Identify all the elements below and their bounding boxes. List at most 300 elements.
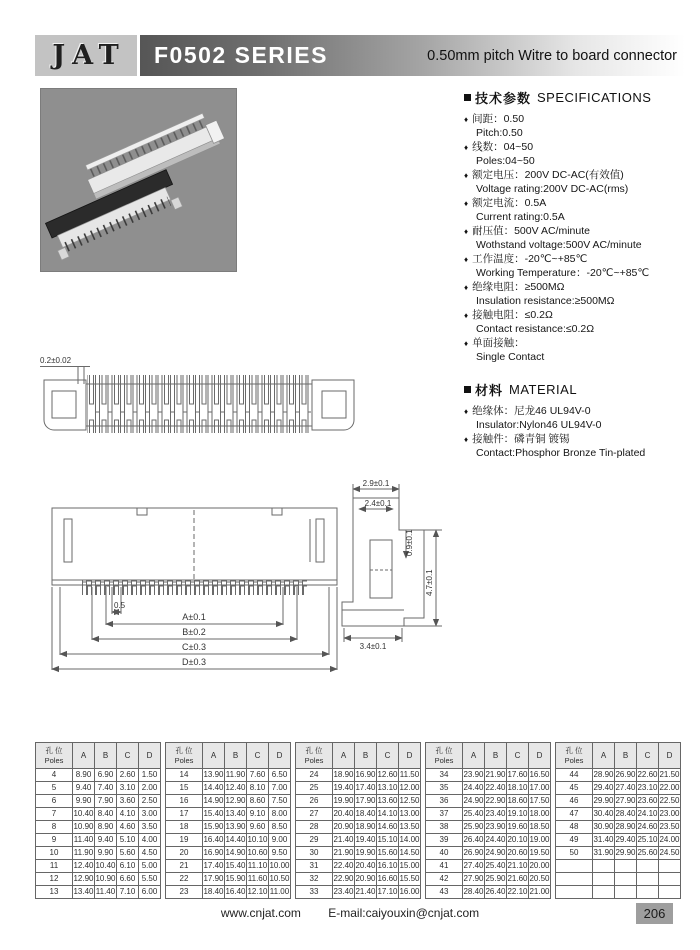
dim-label-side-height: 4.7±0.1 (425, 569, 434, 596)
dim-cell: 23.40 (485, 808, 507, 821)
spec-item (464, 197, 692, 224)
dim-cell: 20.40 (355, 860, 377, 873)
dim-cell (659, 860, 681, 873)
square-bullet-icon (464, 94, 471, 101)
dim-cell: 11.90 (73, 847, 95, 860)
table-row (166, 834, 291, 847)
dim-cell (593, 886, 615, 899)
poles-cell: 4 (36, 769, 73, 782)
dim-cell: 18.10 (507, 782, 529, 795)
poles-cell: 20 (166, 847, 203, 860)
dim-cell: 10.40 (73, 808, 95, 821)
dim-cell: 27.40 (615, 782, 637, 795)
poles-cell: 39 (426, 834, 463, 847)
dim-cell: 5.50 (139, 873, 161, 886)
dim-cell: 16.10 (377, 860, 399, 873)
dim-cell (593, 860, 615, 873)
table-row (166, 847, 291, 860)
dim-cell: 15.40 (225, 860, 247, 873)
dim-cell: 18.60 (507, 795, 529, 808)
dim-cell: 27.90 (615, 795, 637, 808)
poles-cell: 43 (426, 886, 463, 899)
dim-cell: 25.10 (637, 834, 659, 847)
table-row (166, 821, 291, 834)
diamond-bullet-icon: ♦ (464, 407, 469, 416)
dim-cell: 17.10 (377, 886, 399, 899)
dim-cell (615, 860, 637, 873)
table-row (296, 860, 421, 873)
dim-cell: 4.10 (117, 808, 139, 821)
dim-cell: 17.90 (355, 795, 377, 808)
dim-cell: 21.60 (507, 873, 529, 886)
spec-item (464, 405, 692, 432)
dim-cell: 27.40 (463, 860, 485, 873)
material-list (464, 405, 692, 460)
dim-cell: 14.50 (399, 847, 421, 860)
spec-text-en: Insulator:Nylon46 UL94V-0 (476, 418, 602, 431)
table-row (36, 860, 161, 873)
spec-text-cn: 接触电阻：≤0.2Ω (472, 309, 553, 321)
dim-cell (615, 873, 637, 886)
dim-cell: 24.50 (659, 847, 681, 860)
poles-cell (556, 886, 593, 899)
material-title: 材料 MATERIAL (464, 380, 692, 399)
table-row (556, 847, 681, 860)
spec-text-en: Contact resistance:≤0.2Ω (476, 322, 595, 335)
table-row (556, 782, 681, 795)
dim-cell (637, 873, 659, 886)
dim-cell: 27.90 (463, 873, 485, 886)
spec-text-en: Poles:04~50 (476, 154, 535, 167)
dim-cell (615, 886, 637, 899)
dim-cell: 22.90 (485, 795, 507, 808)
poles-cell: 28 (296, 821, 333, 834)
dim-cell: 20.00 (529, 860, 551, 873)
dim-cell: 8.50 (269, 821, 291, 834)
dim-cell: 17.90 (203, 873, 225, 886)
dim-cell: 21.50 (659, 769, 681, 782)
table-row (426, 860, 551, 873)
spec-item (464, 169, 692, 196)
table-row (556, 886, 681, 899)
diamond-bullet-icon: ♦ (464, 115, 469, 124)
dim-cell: 14.60 (377, 821, 399, 834)
dim-cell: 24.60 (637, 821, 659, 834)
dim-cell: 18.90 (355, 821, 377, 834)
poles-cell: 23 (166, 886, 203, 899)
dim-cell: 10.60 (247, 847, 269, 860)
poles-cell: 50 (556, 847, 593, 860)
dim-cell: 9.40 (73, 782, 95, 795)
poles-cell: 21 (166, 860, 203, 873)
spec-item (464, 281, 692, 308)
dim-cell: 16.60 (377, 873, 399, 886)
spec-text-cn: 间距：0.50 (472, 113, 525, 125)
dim-cell: 19.90 (355, 847, 377, 860)
table-row (426, 795, 551, 808)
dim-label-side-top: 2.9±0.1 (362, 479, 390, 488)
poles-cell: 7 (36, 808, 73, 821)
dim-cell: 22.40 (485, 782, 507, 795)
table-row (36, 795, 161, 808)
poles-cell: 37 (426, 808, 463, 821)
table-row (36, 769, 161, 782)
diamond-bullet-icon: ♦ (464, 199, 469, 208)
dim-cell: 28.90 (615, 821, 637, 834)
dim-cell: 20.10 (507, 834, 529, 847)
poles-table-group-2: 孔 位 Poles A B C D 14 13.90 11.90 7.60 6.50 15 14.40 12.40 8.10 7.00 16 14.90 12.90 8.60 7.50 17 15.40 13.40 9.10 8.00 18 15.90 13.90 9.60 8.50 19 16.40 14.40 10.10 9.00 20 16.90 14.90 10.60 9.50 21 17.40 15.40 11.10 10.00 22 17.90 15.90 11.60 10.50 23 18.40 16.40 12.10 11.00 (165, 742, 291, 899)
dim-cell: 19.60 (507, 821, 529, 834)
dim-cell: 6.60 (117, 873, 139, 886)
spec-text-en: Voltage rating:200V DC-AC(rms) (476, 182, 629, 195)
table-row (426, 808, 551, 821)
dim-cell: 29.40 (593, 782, 615, 795)
poles-cell: 44 (556, 769, 593, 782)
dim-cell: 22.50 (659, 795, 681, 808)
dim-cell: 12.90 (225, 795, 247, 808)
table-row (166, 808, 291, 821)
dim-cell: 21.90 (333, 847, 355, 860)
spec-text-cn: 耐压值：500V AC/minute (472, 225, 590, 237)
poles-table-group-1: 孔 位 Poles A B C D 4 8.90 6.90 2.60 1.50 5 9.40 7.40 3.10 2.00 6 9.90 7.90 3.60 2.50 7 10.40 8.40 4.10 3.00 8 10.90 8.90 4.60 3.50 9 11.40 9.40 5.10 4.00 10 11.90 9.90 5.60 4.50 11 12.40 10.40 6.10 5.00 12 12.90 10.90 6.60 5.50 13 13.40 11.40 7.10 6.00 (35, 742, 161, 899)
spec-item (464, 225, 692, 252)
spec-text-en: Pitch:0.50 (476, 126, 523, 139)
table-row (296, 886, 421, 899)
dim-cell: 24.90 (485, 847, 507, 860)
poles-cell: 16 (166, 795, 203, 808)
table-row (296, 782, 421, 795)
dim-cell: 11.00 (269, 886, 291, 899)
table-row (166, 860, 291, 873)
dim-cell: 11.10 (247, 860, 269, 873)
specifications-list (464, 113, 692, 364)
dim-cell: 10.90 (95, 873, 117, 886)
dim-cell: 5.60 (117, 847, 139, 860)
product-photo (40, 88, 237, 272)
series-title: F0502 SERIES (154, 42, 328, 68)
spec-text-en: Working Temperature：-20℃~+85℃ (476, 266, 650, 279)
series-subtitle: 0.50mm pitch Witre to board connector (427, 47, 677, 64)
dim-cell: 3.00 (139, 808, 161, 821)
dim-cell: 23.90 (463, 769, 485, 782)
poles-cell: 34 (426, 769, 463, 782)
dim-cell: 28.40 (463, 886, 485, 899)
spec-item (464, 141, 692, 168)
poles-cell: 6 (36, 795, 73, 808)
dim-cell: 14.90 (203, 795, 225, 808)
dim-cell: 15.60 (377, 847, 399, 860)
table-row (36, 808, 161, 821)
dim-label-side-inner: 2.4±0.1 (364, 499, 392, 508)
dim-cell: 21.40 (333, 834, 355, 847)
dim-cell: 3.60 (117, 795, 139, 808)
jat-logo-text: JAT (52, 40, 126, 71)
dim-cell: 10.10 (247, 834, 269, 847)
poles-cell: 48 (556, 821, 593, 834)
spec-text-cn: 绝缘体：尼龙46 UL94V-0 (472, 405, 591, 417)
dim-cell: 10.90 (73, 821, 95, 834)
dim-cell: 14.40 (225, 834, 247, 847)
dim-cell: 4.60 (117, 821, 139, 834)
table-row (556, 873, 681, 886)
dim-cell: 13.40 (225, 808, 247, 821)
dim-cell: 15.10 (377, 834, 399, 847)
dim-cell: 18.40 (203, 886, 225, 899)
dim-label-side-bottom: 3.4±0.1 (359, 642, 387, 650)
dim-cell: 25.60 (637, 847, 659, 860)
dim-cell: 15.90 (203, 821, 225, 834)
specs-column (464, 88, 692, 461)
table-row (36, 821, 161, 834)
dim-cell: 22.40 (333, 860, 355, 873)
dim-cell: 3.50 (139, 821, 161, 834)
table-row (36, 834, 161, 847)
dim-cell: 7.10 (117, 886, 139, 899)
poles-cell (556, 860, 593, 873)
poles-cell: 45 (556, 782, 593, 795)
dim-label-side-h-inner: 0.9±0.1 (405, 529, 414, 556)
dim-cell: 28.40 (615, 808, 637, 821)
dim-cell (593, 873, 615, 886)
table-row (296, 795, 421, 808)
dim-cell: 2.50 (139, 795, 161, 808)
dim-cell: 8.90 (73, 769, 95, 782)
dim-cell: 24.10 (637, 808, 659, 821)
dim-label-d: D±0.3 (182, 657, 206, 667)
dim-cell: 13.10 (377, 782, 399, 795)
dim-cell: 22.00 (659, 782, 681, 795)
dim-cell: 17.40 (203, 860, 225, 873)
dim-cell: 12.00 (399, 782, 421, 795)
dim-cell: 17.00 (529, 782, 551, 795)
spec-text-en: Contact:Phosphor Bronze Tin-plated (476, 446, 646, 459)
table-row (426, 847, 551, 860)
dim-cell: 16.50 (529, 769, 551, 782)
dim-cell: 24.40 (485, 834, 507, 847)
dim-cell: 23.10 (637, 782, 659, 795)
dim-cell: 14.10 (377, 808, 399, 821)
dim-cell: 15.00 (399, 860, 421, 873)
dim-cell (637, 860, 659, 873)
dim-cell: 28.90 (593, 769, 615, 782)
dim-cell: 17.40 (355, 782, 377, 795)
spec-text-cn: 额定电流：0.5A (472, 197, 547, 209)
dim-cell: 13.90 (225, 821, 247, 834)
dim-cell: 19.00 (529, 834, 551, 847)
dim-cell: 17.60 (507, 769, 529, 782)
poles-cell: 15 (166, 782, 203, 795)
table-row (556, 808, 681, 821)
poles-cell: 25 (296, 782, 333, 795)
dim-cell: 12.40 (73, 860, 95, 873)
poles-cell: 5 (36, 782, 73, 795)
spec-text-cn: 接触件：磷青铜 镀锡 (472, 433, 570, 445)
spec-item (464, 253, 692, 280)
dim-cell: 16.40 (225, 886, 247, 899)
dim-cell: 26.90 (463, 847, 485, 860)
dim-cell: 11.60 (247, 873, 269, 886)
poles-cell: 17 (166, 808, 203, 821)
table-row (296, 821, 421, 834)
dim-cell: 24.40 (463, 782, 485, 795)
dim-cell: 24.90 (463, 795, 485, 808)
diamond-bullet-icon: ♦ (464, 227, 469, 236)
dim-cell: 8.00 (269, 808, 291, 821)
dim-cell: 25.40 (485, 860, 507, 873)
poles-cell: 8 (36, 821, 73, 834)
dim-cell: 9.90 (73, 795, 95, 808)
dim-cell (637, 886, 659, 899)
dim-cell (659, 886, 681, 899)
table-row (166, 795, 291, 808)
dim-cell: 14.40 (203, 782, 225, 795)
poles-cell: 12 (36, 873, 73, 886)
dim-cell: 5.10 (117, 834, 139, 847)
poles-table-group-5: 孔 位 Poles A B C D 44 28.90 26.90 22.60 21.50 45 29.40 27.40 23.10 22.00 46 29.90 27.90 23.60 22.50 47 30.40 28.40 24.10 23.00 48 30.90 28.90 24.60 23.50 49 31.40 29.40 25.10 24.00 50 31.90 29.90 25.60 24.50 (555, 742, 681, 899)
dim-cell: 22.10 (507, 886, 529, 899)
dim-cell: 25.90 (485, 873, 507, 886)
dim-cell: 19.40 (355, 834, 377, 847)
table-row (296, 873, 421, 886)
poles-cell: 18 (166, 821, 203, 834)
dim-cell: 22.90 (333, 873, 355, 886)
table-row (556, 821, 681, 834)
poles-cell: 19 (166, 834, 203, 847)
dim-cell: 14.00 (399, 834, 421, 847)
dim-cell: 12.10 (247, 886, 269, 899)
spec-text-cn: 绝缘电阻：≥500MΩ (472, 281, 565, 293)
dim-cell: 20.40 (333, 808, 355, 821)
dim-cell: 6.10 (117, 860, 139, 873)
table-row (426, 886, 551, 899)
spec-text-en: Current rating:0.5A (476, 210, 565, 223)
poles-cell: 47 (556, 808, 593, 821)
table-row (36, 847, 161, 860)
dim-cell: 29.40 (615, 834, 637, 847)
poles-cell: 31 (296, 860, 333, 873)
dim-cell: 29.90 (615, 847, 637, 860)
dim-cell: 10.00 (269, 860, 291, 873)
poles-cell: 14 (166, 769, 203, 782)
spec-text-en: Insulation resistance:≥500MΩ (476, 294, 615, 307)
dim-cell: 20.90 (333, 821, 355, 834)
poles-cell (556, 873, 593, 886)
table-row (166, 886, 291, 899)
dim-cell: 6.50 (269, 769, 291, 782)
dim-cell: 30.40 (593, 808, 615, 821)
dim-cell: 24.00 (659, 834, 681, 847)
dim-cell: 3.10 (117, 782, 139, 795)
series-title-bar (140, 35, 685, 76)
dim-cell: 11.90 (225, 769, 247, 782)
dim-cell: 12.40 (225, 782, 247, 795)
dim-cell: 9.10 (247, 808, 269, 821)
dim-cell: 29.90 (593, 795, 615, 808)
dim-cell: 11.50 (399, 769, 421, 782)
dim-cell: 25.40 (463, 808, 485, 821)
diamond-bullet-icon: ♦ (464, 339, 469, 348)
dim-cell: 18.40 (355, 808, 377, 821)
dim-cell: 13.50 (399, 821, 421, 834)
poles-cell: 38 (426, 821, 463, 834)
poles-cell: 35 (426, 782, 463, 795)
dim-label-b: B±0.2 (182, 627, 206, 637)
dim-cell: 13.60 (377, 795, 399, 808)
table-row (556, 795, 681, 808)
spec-item (464, 309, 692, 336)
drawing-top-view (38, 354, 360, 450)
dim-cell: 18.90 (333, 769, 355, 782)
dim-cell: 9.90 (95, 847, 117, 860)
poles-cell: 30 (296, 847, 333, 860)
footer-contact (0, 906, 700, 920)
dim-cell: 17.50 (529, 795, 551, 808)
drawing-side-view (332, 478, 452, 650)
poles-cell: 46 (556, 795, 593, 808)
dim-cell: 18.00 (529, 808, 551, 821)
dim-cell: 11.40 (73, 834, 95, 847)
dim-cell: 16.40 (203, 834, 225, 847)
dim-cell: 23.00 (659, 808, 681, 821)
diamond-bullet-icon: ♦ (464, 143, 469, 152)
dim-cell: 31.90 (593, 847, 615, 860)
drawing-front-view (42, 492, 347, 674)
table-row (426, 782, 551, 795)
square-bullet-icon (464, 386, 471, 393)
poles-cell: 32 (296, 873, 333, 886)
dim-label-top: 0.2±0.02 (40, 356, 72, 365)
dim-cell: 21.10 (507, 860, 529, 873)
table-row (36, 886, 161, 899)
dim-cell: 30.90 (593, 821, 615, 834)
poles-cell: 9 (36, 834, 73, 847)
diamond-bullet-icon: ♦ (464, 171, 469, 180)
dim-cell: 23.50 (659, 821, 681, 834)
connector-photo-illustration (40, 88, 237, 272)
diamond-bullet-icon: ♦ (464, 311, 469, 320)
dim-cell: 8.90 (95, 821, 117, 834)
table-row (556, 769, 681, 782)
dim-cell: 9.50 (269, 847, 291, 860)
table-row (36, 782, 161, 795)
poles-table-group-3: 孔 位 Poles A B C D 24 18.90 16.90 12.60 11.50 25 19.40 17.40 13.10 12.00 26 19.90 17.90 13.60 12.50 27 20.40 18.40 14.10 13.00 28 20.90 18.90 14.60 13.50 29 21.40 19.40 15.10 14.00 30 21.90 19.90 15.60 14.50 31 22.40 20.40 16.10 15.00 32 22.90 20.90 16.60 15.50 33 23.40 21.40 17.10 16.00 (295, 742, 421, 899)
spec-item (464, 337, 692, 364)
dim-cell: 15.40 (203, 808, 225, 821)
dim-cell: 9.40 (95, 834, 117, 847)
dim-cell: 25.90 (463, 821, 485, 834)
jat-logo (35, 35, 137, 76)
dim-cell: 14.90 (225, 847, 247, 860)
poles-cell: 10 (36, 847, 73, 860)
poles-cell: 33 (296, 886, 333, 899)
spec-text-en: Wothstand voltage:500V AC/minute (476, 238, 642, 251)
table-row (556, 860, 681, 873)
poles-cell: 22 (166, 873, 203, 886)
table-row (296, 834, 421, 847)
dim-cell: 12.90 (73, 873, 95, 886)
dim-cell: 7.40 (95, 782, 117, 795)
dim-cell: 15.50 (399, 873, 421, 886)
dim-cell: 22.60 (637, 769, 659, 782)
specifications-title: 技术参数 SPECIFICATIONS (464, 88, 692, 107)
dim-cell: 19.40 (333, 782, 355, 795)
dim-cell: 19.90 (333, 795, 355, 808)
table-row (296, 808, 421, 821)
dim-cell: 26.40 (463, 834, 485, 847)
dim-cell: 13.90 (203, 769, 225, 782)
spec-item (464, 433, 692, 460)
dim-cell: 9.00 (269, 834, 291, 847)
